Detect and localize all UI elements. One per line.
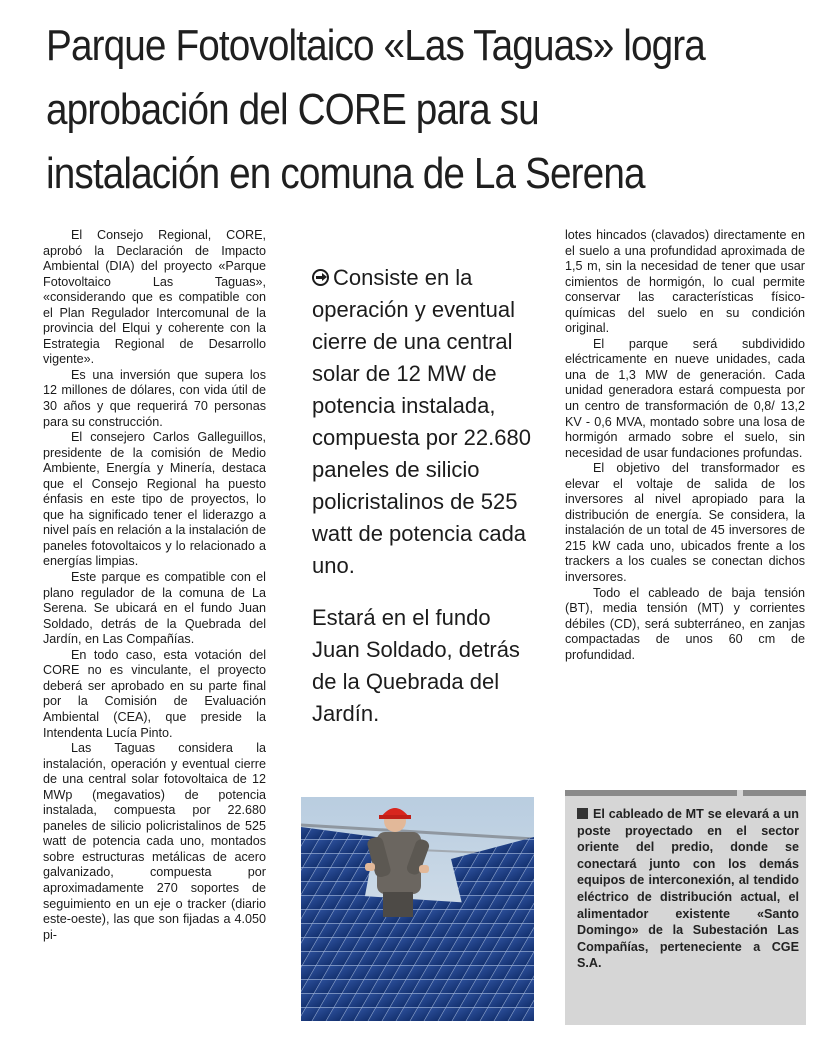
paragraph: En todo caso, esta votación del CORE no es vinculante, el proyecto deberá ser aprobado en su parte final por la Comisión de Evaluación Ambiental (CEA), que preside la Intendenta Lucía Pinto.	[43, 647, 266, 740]
pull-quote-sentence-1: Consiste en la operación y eventual cierre de una central solar de 12 MW de potencia instalada, compuesta por 22.680 paneles de silicio policristalinos de 525 watt de potencia cada uno.	[312, 265, 531, 578]
paragraph: El parque será subdividido eléctricamente en nueve unidades, cada una de 1,3 MW de generación. Cada unidad generadora estará compuesta por un centro de transformación de 0,8/ 13,2 KV - 0,6 MVA, montado sobre una losa de hormigón armado sobre el suelo, sin necesidad de usar fundaciones profundas.	[565, 336, 805, 460]
paragraph: El Consejo Regional, CORE, aprobó la Declaración de Impacto Ambiental (DIA) del proyecto «Parque Fotovoltaico Las Taguas», «considerando que es compatible con el Plan Regulador Intercomunal de la provincia del Elqui y coherente con la Estrategia Regional de Desarrollo vigente».	[43, 228, 266, 367]
right-column	[565, 228, 805, 663]
info-box-top-bar	[565, 790, 806, 796]
paragraph: El consejero Carlos Galleguillos, presidente de la comisión de Medio Ambiente, Energía y Minería, destaca que el Consejo Regional ha puesto énfasis en este tipo de proyectos, lo que ha significado tener el liderazgo a nivel país en relación a la instalación de paneles fotovoltaicos y lo relacionado a energías limpias.	[43, 430, 266, 569]
paragraph: Todo el cableado de baja tensión (BT), media tensión (MT) y corrientes débiles (CD), será subterráneo, en zanjas compactadas de unos 60 cm de profundidad.	[565, 585, 805, 662]
pull-quote-text-2: Estará en el fundo Juan Soldado, detrás de la Quebrada del Jardín.	[312, 605, 520, 726]
square-bullet-icon	[577, 808, 588, 819]
info-box-body: El cableado de MT se elevará a un poste proyectado en el sector oriente del predio, donde se conectará junto con los demás equipos de interconexión, al tendido eléctrico de distribución actual, el alimentador existente «Santo Domingo» de la Subestación Las Compañías, perteneciente a CGE S.A.	[577, 807, 799, 971]
paragraph: Es una inversión que supera los 12 millones de dólares, con vida útil de 30 años y que requerirá 70 personas para su construcción.	[43, 367, 266, 429]
solar-panel-photo	[301, 797, 534, 1021]
info-box-bar-segment	[743, 790, 806, 796]
info-box-bar-segment	[565, 790, 737, 796]
paragraph: Las Taguas considera la instalación, operación y eventual cierre de una central solar fotovoltaica de 12 MWp (megavatios) de potencia instalada, compuesta por 22.680 paneles de silicio policristalinos de 525 watt de potencia cada uno, montados sobre estructuras metálicas de acero galvanizado, compuesta por aproximadamente 270 soportes de seguimiento en un eje o tracker (diario este-oeste), las que son fijadas a 4.050 pi-	[43, 741, 266, 942]
paragraph: Este parque es compatible con el plano regulador de la comuna de La Serena. Se ubicará en el fundo Juan Soldado, detrás de la Quebrada del Jardín, en Las Compañías.	[43, 570, 266, 647]
info-box-text	[577, 806, 799, 972]
headline: Parque Fotovoltaico «Las Taguas» logra aprobación del CORE para su instalación en comuna de La Serena	[46, 21, 705, 198]
left-column	[43, 228, 266, 943]
pull-quote	[312, 262, 537, 730]
pull-quote-text-1	[312, 262, 537, 582]
paragraph: El objetivo del transformador es elevar el voltaje de salida de los inversores al nivel apropiado para la distribución de energía. Se considera, la instalación de un total de 45 inversores de 215 kW cada uno, ubicados frente a los trackers a los cuales se conectan dichos inversores.	[565, 461, 805, 585]
paragraph: lotes hincados (clavados) directamente en el suelo a una profundidad aproximada de 1,5 m, sin la necesidad de tener que usar cimientos de hormigón, lo cual permite conservar las características físico-químicas del suelo en su condición original.	[565, 228, 805, 336]
arrow-right-circle-icon	[312, 269, 329, 286]
info-box	[565, 790, 806, 1025]
